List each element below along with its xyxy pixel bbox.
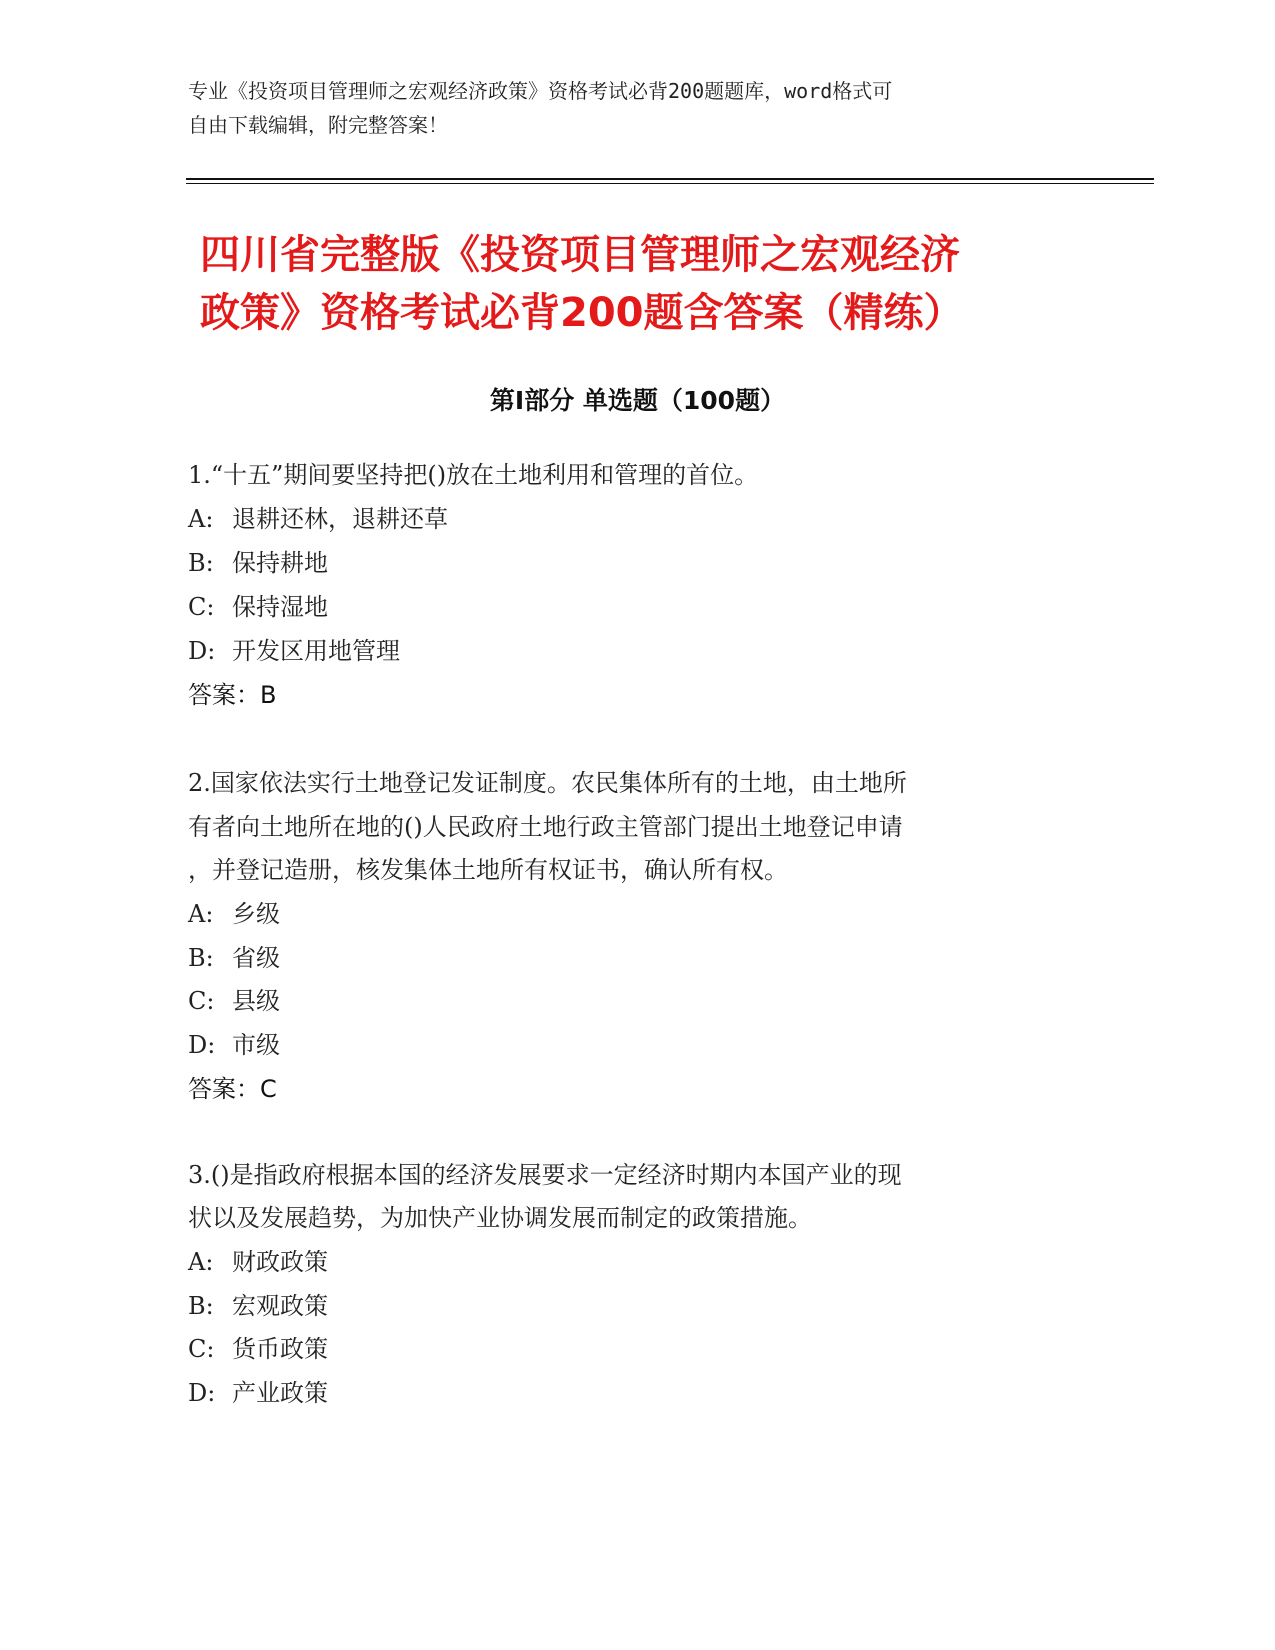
option-text: 保持湿地 — [232, 593, 328, 621]
answer-option — [188, 1028, 1068, 1062]
question-stem: 状以及发展趋势，为加快产业协调发展而制定的政策措施。 — [188, 1204, 812, 1232]
option-key: B: — [188, 549, 214, 577]
option-text: 省级 — [232, 944, 280, 972]
option-key: A: — [188, 900, 214, 928]
answer-option — [188, 897, 1068, 931]
header-divider-thin — [186, 183, 1154, 184]
header-note-line: 自由下载编辑，附完整答案！ — [188, 113, 448, 137]
answer-option — [188, 502, 1068, 536]
option-key: C: — [188, 593, 215, 621]
question-stem: 2.国家依法实行土地登记发证制度。农民集体所有的土地，由土地所 — [188, 769, 907, 797]
option-key: C: — [188, 1335, 215, 1363]
option-text: 保持耕地 — [232, 549, 328, 577]
question-stem: 有者向土地所在地的()人民政府土地行政主管部门提出土地登记申请 — [188, 813, 903, 841]
option-text: 货币政策 — [232, 1335, 328, 1363]
document-title — [200, 226, 1100, 342]
section-heading: 第Ⅰ部分 单选题（100题） — [489, 386, 786, 415]
answer-key: 答案：C — [188, 1075, 277, 1103]
answer-option — [188, 546, 1068, 580]
answer-option — [188, 590, 1068, 624]
option-key: D: — [188, 1379, 216, 1407]
question-stem: 3.()是指政府根据本国的经济发展要求一定经济时期内本国产业的现 — [188, 1161, 902, 1189]
option-text: 宏观政策 — [232, 1292, 328, 1320]
answer-option — [188, 1289, 1068, 1323]
option-text: 退耕还林，退耕还草 — [232, 505, 448, 533]
answer-option — [188, 984, 1068, 1018]
header-note-line: 专业《投资项目管理师之宏观经济政策》资格考试必背200题题库，word格式可 — [188, 79, 893, 103]
option-key: A: — [188, 505, 214, 533]
option-key: D: — [188, 637, 216, 665]
answer-key: 答案：B — [188, 681, 277, 709]
option-text: 开发区用地管理 — [232, 637, 400, 665]
option-key: B: — [188, 1292, 214, 1320]
option-text: 乡级 — [232, 900, 280, 928]
answer-option — [188, 1332, 1068, 1366]
header-divider — [186, 178, 1154, 180]
answer-option — [188, 634, 1068, 668]
option-text: 县级 — [232, 987, 280, 1015]
answer-option — [188, 941, 1068, 975]
answer-option — [188, 1245, 1068, 1279]
document-title-line: 政策》资格考试必背200题含答案（精练） — [200, 290, 964, 336]
option-key: B: — [188, 944, 214, 972]
option-key: D: — [188, 1031, 216, 1059]
question-stem: ，并登记造册，核发集体土地所有权证书，确认所有权。 — [188, 856, 788, 884]
answer-option — [188, 1376, 1068, 1410]
header-note — [188, 74, 1068, 142]
option-key: C: — [188, 987, 215, 1015]
question-stem: 1.“十五”期间要坚持把()放在土地利用和管理的首位。 — [188, 461, 759, 489]
option-text: 产业政策 — [232, 1379, 328, 1407]
document-title-line: 四川省完整版《投资项目管理师之宏观经济 — [200, 232, 960, 278]
option-key: A: — [188, 1248, 214, 1276]
option-text: 市级 — [232, 1031, 280, 1059]
option-text: 财政政策 — [232, 1248, 328, 1276]
